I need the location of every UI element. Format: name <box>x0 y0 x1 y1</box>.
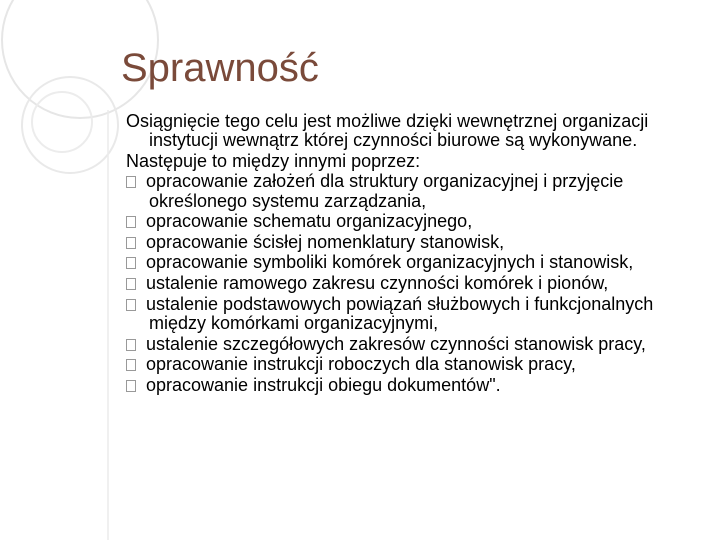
empty-square-icon <box>126 237 136 249</box>
list-item <box>126 335 706 354</box>
empty-square-icon <box>126 339 136 351</box>
list-item-text: opracowanie schematu organizacyjnego, <box>146 211 473 232</box>
empty-square-icon <box>126 359 136 371</box>
list-item <box>126 355 706 374</box>
list-item-text: opracowanie instrukcji obiegu dokumentów". <box>146 374 501 395</box>
intro-paragraph: Osiągnięcie tego celu jest możliwe dzięki wewnętrznej organizacji instytucji wewnątrz której czynności biurowe są wykonywane. <box>126 111 649 151</box>
list-item <box>126 253 706 272</box>
empty-square-icon <box>126 299 136 311</box>
list-item-text: opracowanie założeń dla struktury organizacyjnej i przyjęcie określonego systemu zarządzania, <box>146 171 624 211</box>
empty-square-icon <box>126 176 136 188</box>
list-item-text: opracowanie instrukcji roboczych dla stanowisk pracy, <box>146 354 576 375</box>
list-item-text: ustalenie podstawowych powiązań służbowych i funkcjonalnych między komórkami organizacyjnymi, <box>146 293 654 333</box>
empty-square-icon <box>126 380 136 392</box>
slide-title: Sprawność <box>121 46 319 90</box>
slide-body <box>126 112 706 396</box>
list-item-text: ustalenie szczegółowych zakresów czynności stanowisk pracy, <box>146 333 646 354</box>
list-item-text: opracowanie ścisłej nomenklatury stanowisk, <box>146 231 505 252</box>
empty-square-icon <box>126 257 136 269</box>
list-item <box>126 172 706 211</box>
list-item-text: opracowanie symboliki komórek organizacyjnych i stanowisk, <box>146 252 634 273</box>
list-item-text: ustalenie ramowego zakresu czynności komórek i pionów, <box>146 273 609 293</box>
list-item <box>126 376 706 395</box>
decorative-circle-small <box>32 92 92 152</box>
empty-square-icon <box>126 216 136 228</box>
bullet-list <box>126 172 706 395</box>
list-item <box>126 274 706 293</box>
list-item <box>126 212 706 231</box>
empty-square-icon <box>126 278 136 290</box>
list-item <box>126 233 706 252</box>
decorative-circle-medium <box>22 77 118 173</box>
list-item <box>126 295 706 334</box>
lead-paragraph: Następuje to między innymi poprzez: <box>126 150 421 171</box>
